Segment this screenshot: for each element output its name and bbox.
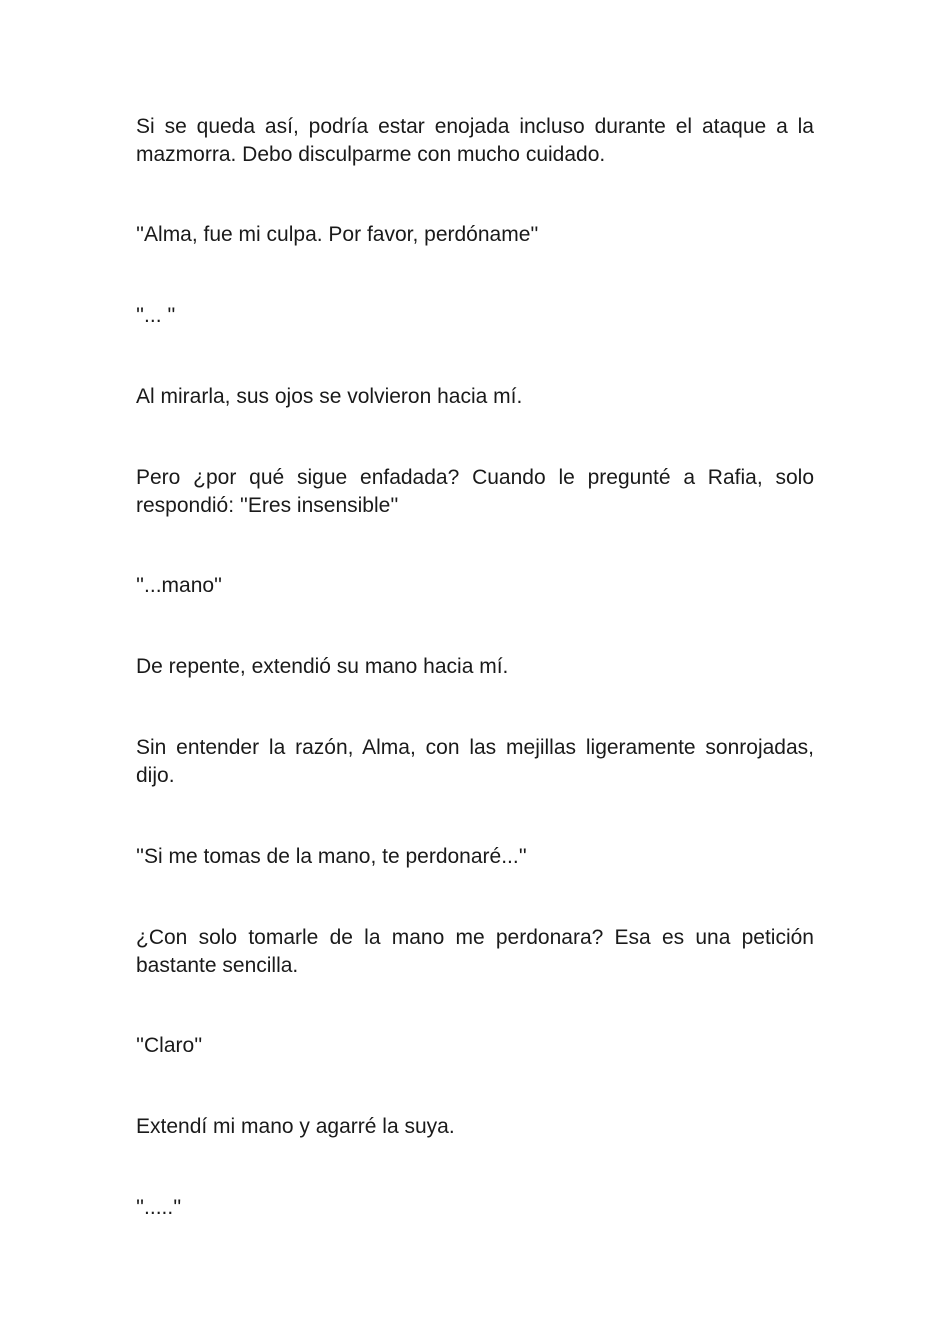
dialogue-line: ''.....'' xyxy=(136,1196,182,1219)
paragraph: Al mirarla, sus ojos se volvieron hacia mí. xyxy=(136,385,523,408)
dialogue-line: ''Alma, fue mi culpa. Por favor, perdóname'' xyxy=(136,223,539,246)
paragraph: De repente, extendió su mano hacia mí. xyxy=(136,655,509,678)
paragraph: Extendí mi mano y agarré la suya. xyxy=(136,1115,455,1138)
paragraph: ¿Con solo tomarle de la mano me perdonara? Esa es una petición bastante sencilla. xyxy=(136,926,814,977)
dialogue-line: ''...mano'' xyxy=(136,574,223,597)
paragraph: Sin entender la razón, Alma, con las mejillas ligeramente sonrojadas, dijo. xyxy=(136,736,814,787)
dialogue-line: ''Claro'' xyxy=(136,1034,203,1057)
dialogue-line: ''... '' xyxy=(136,304,176,327)
paragraph: Pero ¿por qué sigue enfadada? Cuando le pregunté a Rafia, solo respondió: ''Eres insensible'' xyxy=(136,466,814,517)
paragraph: Si se queda así, podría estar enojada incluso durante el ataque a la mazmorra. Debo disculparme con mucho cuidado. xyxy=(136,115,814,166)
dialogue-line: ''Si me tomas de la mano, te perdonaré...'' xyxy=(136,845,527,868)
